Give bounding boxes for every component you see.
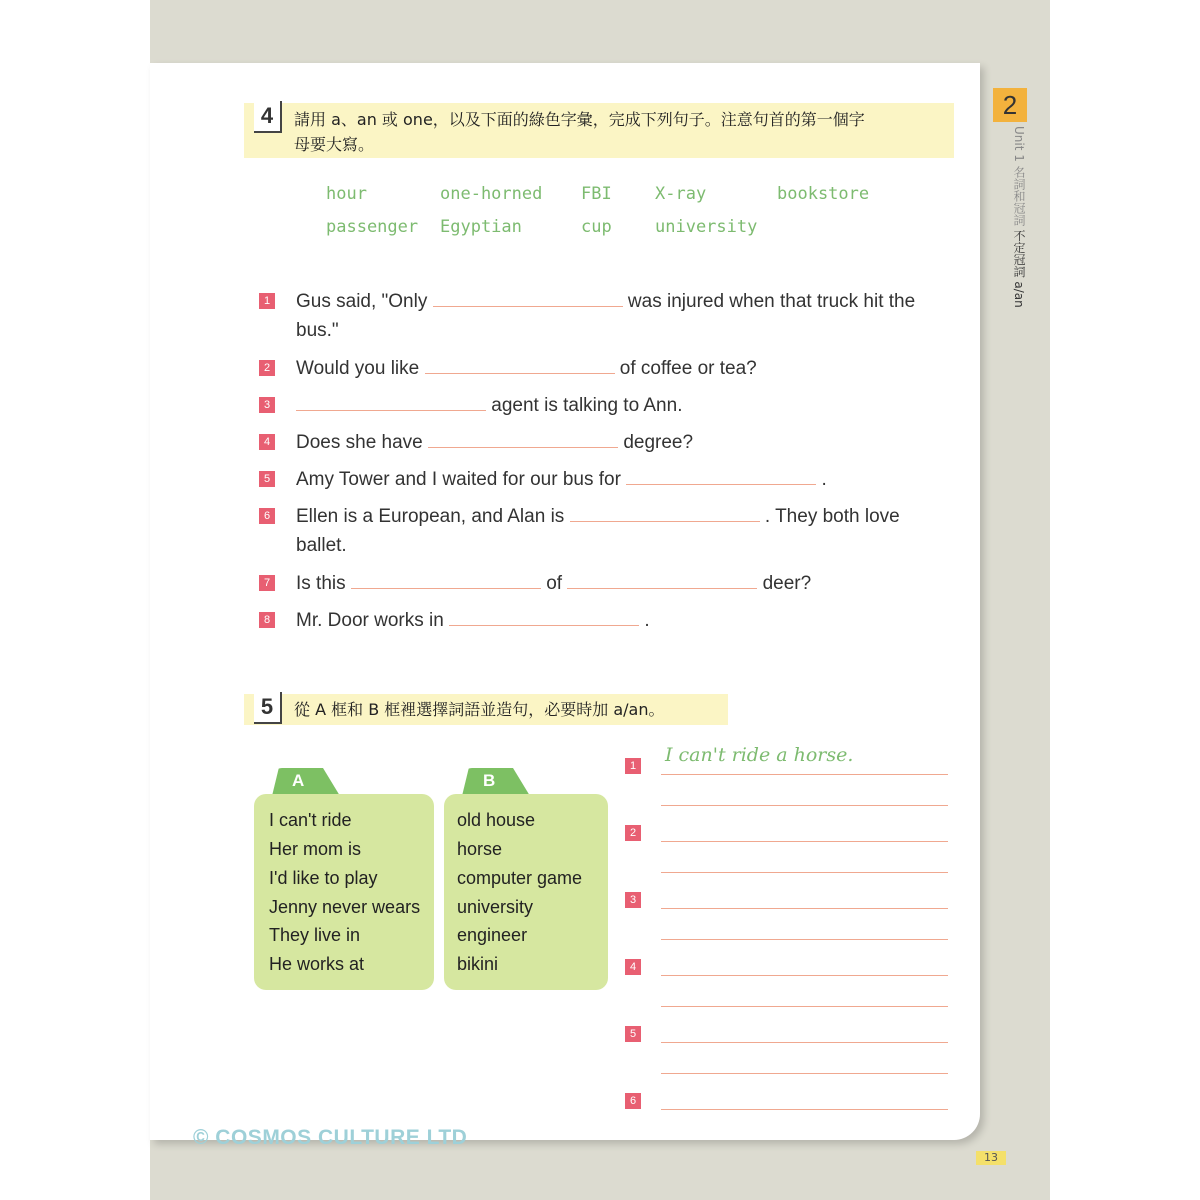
unit-title-line2: 不定冠詞 a/an — [1012, 229, 1026, 308]
question-text: of coffee or tea? — [619, 358, 757, 379]
word-bank-item: university — [655, 217, 758, 237]
answer-number: 4 — [625, 959, 641, 975]
box-a-item: I'd like to play — [269, 868, 378, 888]
exercise-5-header — [244, 694, 728, 725]
question-number: 5 — [259, 471, 275, 487]
word-bank-item: passenger — [326, 217, 419, 237]
box-b-item: bikini — [457, 954, 499, 974]
exercise-instruction: 從 A 框和 B 框裡選擇詞語並造句，必要時加 a/an。 — [294, 700, 665, 719]
answer-line[interactable] — [661, 1042, 948, 1043]
answer-line[interactable] — [661, 1006, 948, 1007]
instruction-line-2: 母要大寫。 — [294, 135, 375, 154]
question-text: Is this — [296, 573, 346, 594]
exercise-4-header — [244, 103, 954, 158]
word-bank-item: bookstore — [777, 184, 870, 204]
example-answer: I can't ride a horse. — [665, 744, 854, 766]
answer-blank[interactable] — [570, 501, 760, 522]
exercise-instruction — [294, 107, 865, 157]
word-bank-item: FBI — [581, 184, 612, 204]
answer-number: 3 — [625, 892, 641, 908]
question-6-continued: ballet. — [296, 535, 347, 556]
page-number: 13 — [976, 1151, 1006, 1165]
unit-title — [993, 126, 1027, 308]
box-b-item: horse — [457, 839, 503, 859]
answer-number: 6 — [625, 1093, 641, 1109]
answer-blank[interactable] — [449, 605, 639, 626]
box-a-label: A — [292, 771, 305, 790]
answer-blank[interactable] — [351, 568, 541, 589]
box-b-label: B — [483, 771, 496, 790]
answer-line[interactable] — [661, 975, 948, 976]
question-8 — [296, 605, 650, 636]
copyright-watermark: © COSMOS CULTURE LTD — [193, 1126, 468, 1149]
answer-blank[interactable] — [425, 353, 615, 374]
box-b-item: engineer — [457, 925, 528, 945]
question-text: . They both love — [764, 506, 900, 527]
word-bank-item: cup — [581, 217, 612, 237]
question-number: 2 — [259, 360, 275, 376]
question-number: 7 — [259, 575, 275, 591]
word-bank-item: X-ray — [655, 184, 707, 204]
question-text: Amy Tower and I waited for our bus for — [296, 469, 621, 490]
box-b-item: old house — [457, 810, 536, 830]
question-text: . — [821, 469, 827, 490]
question-4 — [296, 427, 693, 458]
box-b-item: computer game — [457, 868, 583, 888]
question-text: deer? — [762, 573, 812, 594]
question-7 — [296, 568, 811, 599]
unit-title-line1: Unit 1 名詞和冠詞 — [1012, 126, 1026, 226]
unit-number-badge: 2 — [993, 88, 1027, 122]
question-number: 3 — [259, 397, 275, 413]
answer-line[interactable] — [661, 939, 948, 940]
question-text: of — [546, 573, 563, 594]
answer-number: 1 — [625, 758, 641, 774]
word-bank-item: Egyptian — [440, 217, 522, 237]
question-text: Does she have — [296, 432, 423, 453]
answer-line[interactable] — [661, 774, 948, 775]
answer-line[interactable] — [661, 908, 948, 909]
question-number: 4 — [259, 434, 275, 450]
exercise-number: 4 — [254, 101, 282, 133]
answer-line[interactable] — [661, 1109, 948, 1110]
answer-number: 5 — [625, 1026, 641, 1042]
box-a-item: He works at — [269, 954, 365, 974]
answer-number: 2 — [625, 825, 641, 841]
question-text: Gus said, "Only — [296, 291, 428, 312]
question-text: . — [644, 610, 650, 631]
answer-line[interactable] — [661, 872, 948, 873]
question-text: Ellen is a European, and Alan is — [296, 506, 565, 527]
answer-line[interactable] — [661, 841, 948, 842]
answer-blank[interactable] — [296, 390, 486, 411]
question-number: 6 — [259, 508, 275, 524]
question-number: 1 — [259, 293, 275, 309]
question-text: Would you like — [296, 358, 420, 379]
question-2 — [296, 353, 757, 384]
question-number: 8 — [259, 612, 275, 628]
answer-blank[interactable] — [626, 464, 816, 485]
box-a-item: Jenny never wears — [269, 897, 421, 917]
answer-blank[interactable] — [433, 286, 623, 307]
box-a-item: I can't ride — [269, 810, 352, 830]
answer-line[interactable] — [661, 805, 948, 806]
box-b-item: university — [457, 897, 534, 917]
instruction-line-1: 請用 a、an 或 one，以及下面的綠色字彙，完成下列句子。注意句首的第一個字 — [294, 110, 865, 129]
exercise-number: 5 — [254, 692, 282, 724]
answer-blank[interactable] — [567, 568, 757, 589]
question-1 — [296, 286, 915, 317]
question-3 — [296, 390, 682, 421]
question-5 — [296, 464, 827, 495]
question-1-continued: bus." — [296, 320, 339, 341]
answer-blank[interactable] — [428, 427, 618, 448]
question-text: agent is talking to Ann. — [491, 395, 683, 416]
question-text: degree? — [623, 432, 694, 453]
question-text: was injured when that truck hit the — [627, 291, 916, 312]
question-6 — [296, 501, 900, 532]
word-bank-item: one-horned — [440, 184, 543, 204]
box-a-item: Her mom is — [269, 839, 362, 859]
question-text: Mr. Door works in — [296, 610, 444, 631]
word-bank-item: hour — [326, 184, 367, 204]
box-a-item: They live in — [269, 925, 361, 945]
answer-line[interactable] — [661, 1073, 948, 1074]
